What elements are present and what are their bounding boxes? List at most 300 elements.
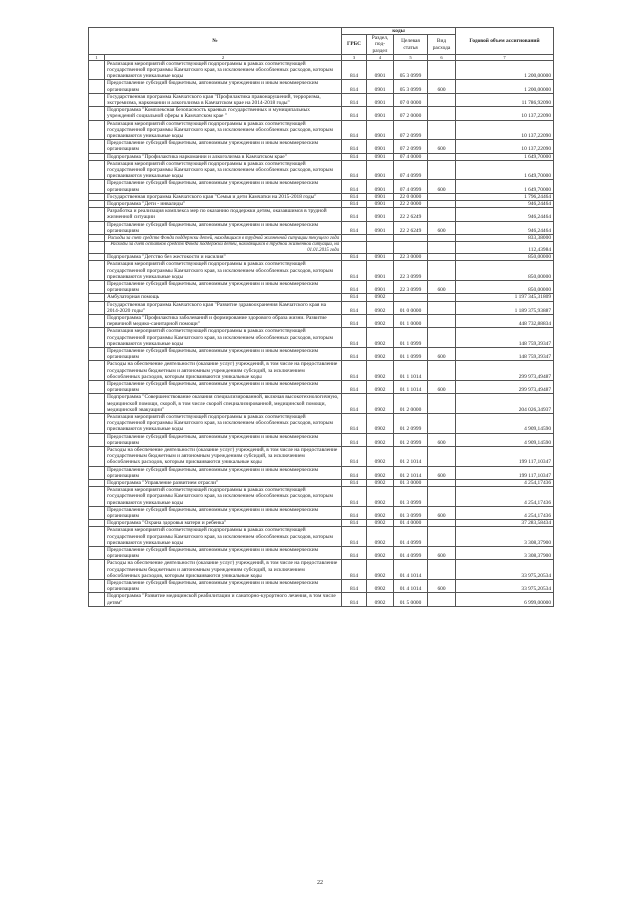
row-razdel: 0902 [367,294,394,301]
row-vr [428,527,456,547]
row-name: Реализация мероприятий соответствующей подпрограммы в рамках соответствующей государственной программы Камчатского края, за исключением обособленных расходов, которым присваиваются уникальные коды [105,120,342,140]
row-amount: 946,24464 [456,221,554,234]
row-csr: 01 3 0999 [394,487,428,507]
row-grbs: 814 [342,527,367,547]
row-grbs: 814 [342,394,367,414]
row-csr [394,235,428,242]
row-name: Государственная программа Камчатского края "Профилактика правонарушений, терроризма, экстремизма, наркомании и алкоголизма в Камчатском крае на 2014-2018 годы" [105,93,342,106]
row-index [89,361,105,381]
budget-table [88,27,554,607]
row-name: Разработка и реализация комплекса мер по оказанию поддержки детям, оказавшимся в трудной жизненной ситуации [105,208,342,221]
row-csr: 01 5 0000 [394,593,428,606]
header-index: 6 [428,54,456,60]
row-name: Реализация мероприятий соответствующей подпрограммы в рамках соответствующей государственной программы Камчатского края, за исключением обособленных расходов, которым присваиваются уникальные коды [105,413,342,433]
table-body [89,60,554,606]
table-row [89,480,554,487]
row-razdel [367,235,394,242]
row-grbs: 814 [342,547,367,560]
row-csr: 05 3 0999 [394,60,428,80]
row-index [89,380,105,393]
row-index [89,487,105,507]
row-vr [428,394,456,414]
row-index [89,140,105,153]
table-row [89,201,554,208]
row-vr: 600 [428,347,456,360]
row-csr: 01 4 0999 [394,547,428,560]
row-grbs: 814 [342,180,367,193]
table-row [89,347,554,360]
row-index [89,506,105,519]
row-razdel: 0902 [367,547,394,560]
row-csr: 01 1 1014 [394,380,428,393]
table-row [89,527,554,547]
row-vr: 600 [428,506,456,519]
row-grbs: 814 [342,80,367,93]
row-name: Реализация мероприятий соответствующей подпрограммы в рамках соответствующей государственной программы Камчатского края, за исключением обособленных расходов, которым присваиваются уникальные коды [105,487,342,507]
row-grbs: 814 [342,380,367,393]
row-name: Государственная программа Камчатского края "Семья и дети Камчатки на 2015-2018 годы" [105,193,342,200]
row-amount: 299 973,49487 [456,380,554,393]
row-grbs: 814 [342,201,367,208]
row-amount: 10 137,22090 [456,140,554,153]
budget-sheet [88,27,553,607]
row-name: Реализация мероприятий соответствующей подпрограммы в рамках соответствующей государственной программы Камчатского края, за исключением обособленных расходов, которым присваиваются уникальные коды [105,328,342,348]
row-grbs: 814 [342,193,367,200]
table-row [89,242,554,254]
row-amount: 4 909,14590 [456,413,554,433]
row-index [89,593,105,606]
header-codes-group: коды [342,28,456,35]
row-vr [428,413,456,433]
table-row [89,487,554,507]
row-razdel: 0902 [367,466,394,479]
row-razdel: 0902 [367,560,394,580]
row-name: Расходы за счет остатков средств Фонда поддержки детей, находящихся в трудной жизненной ситуации, на 01.01.2015 года [105,242,342,254]
row-vr: 600 [428,380,456,393]
row-grbs: 814 [342,580,367,593]
row-csr: 07 4 0999 [394,160,428,180]
row-vr [428,593,456,606]
row-razdel: 0901 [367,193,394,200]
table-row [89,301,554,314]
row-grbs: 814 [342,60,367,80]
row-index [89,294,105,301]
row-razdel: 0902 [367,380,394,393]
row-index [89,221,105,234]
row-name: Предоставление субсидий бюджетным, автономным учреждениям и иным некоммерческим организациям [105,80,342,93]
row-vr: 600 [428,280,456,293]
row-vr: 600 [428,547,456,560]
row-razdel: 0902 [367,480,394,487]
table-row [89,193,554,200]
row-razdel: 0901 [367,107,394,120]
table-row [89,560,554,580]
table-row [89,120,554,140]
row-vr [428,520,456,527]
row-csr: 22 2 6249 [394,208,428,221]
row-razdel: 0902 [367,394,394,414]
row-amount: 148 759,39347 [456,347,554,360]
row-index [89,93,105,106]
row-amount: 4 909,14590 [456,433,554,446]
row-razdel: 0901 [367,60,394,80]
row-csr: 01 1 0999 [394,347,428,360]
table-row [89,361,554,381]
table-row [89,235,554,242]
row-amount: 299 973,49487 [456,361,554,381]
row-amount: 10 137,22090 [456,120,554,140]
row-csr: 07 0 0000 [394,93,428,106]
row-csr: 22 2 6249 [394,221,428,234]
row-csr: 07 2 0999 [394,140,428,153]
row-amount: 11 786,92090 [456,93,554,106]
row-razdel: 0901 [367,120,394,140]
row-grbs: 814 [342,433,367,446]
row-vr [428,487,456,507]
row-csr: 01 2 1014 [394,447,428,467]
header-vr: Вид расхода [428,35,456,55]
header-index: 5 [394,54,428,60]
table-row [89,180,554,193]
row-razdel: 0902 [367,527,394,547]
row-name: Подпрограмма "Совершенствование оказания специализированной, включая высокотехнологичную, медицинской помощи, скорой, в том числе скорой специализированной, медицинской помощи, медицинской эвакуации" [105,394,342,414]
row-amount: 6 999,00000 [456,593,554,606]
row-grbs: 814 [342,140,367,153]
row-amount: 946,24464 [456,201,554,208]
table-row [89,520,554,527]
row-vr [428,361,456,381]
row-name: Предоставление субсидий бюджетным, автономным учреждениям и иным некоммерческим организациям [105,280,342,293]
header-index: 7 [456,54,554,60]
row-amount: 946,24464 [456,208,554,221]
row-csr [394,242,428,254]
row-amount: 4 254,17436 [456,506,554,519]
row-razdel: 0902 [367,447,394,467]
table-row [89,547,554,560]
row-name: Реализация мероприятий соответствующей подпрограммы в рамках соответствующей государственной программы Камчатского края, за исключением обособленных расходов, которым присваиваются уникальные коды [105,527,342,547]
row-razdel: 0902 [367,580,394,593]
header-number: № [89,28,342,55]
row-csr: 01 1 1014 [394,361,428,381]
row-vr [428,447,456,467]
row-razdel [367,242,394,254]
row-csr: 05 3 0999 [394,80,428,93]
row-vr: 600 [428,80,456,93]
row-csr: 01 2 0999 [394,433,428,446]
row-name: Подпрограмма "Развитие медицинской реабилитации и санаторно-курортного лечения, в том числе детям" [105,593,342,606]
row-vr [428,120,456,140]
row-amount: 1 649,70000 [456,180,554,193]
row-amount: 1 649,70000 [456,153,554,160]
row-grbs: 814 [342,520,367,527]
row-grbs: 814 [342,487,367,507]
row-name: Расходы на обеспечение деятельности (оказание услуг) учреждений, в том числе на предоставление государственным бюджетным и автономным учреждениям субсидий, за исключением обособленных расходов, которым присваиваются уникальные коды [105,560,342,580]
row-vr [428,480,456,487]
row-csr: 22 2 0000 [394,201,428,208]
table-row [89,506,554,519]
table-row [89,261,554,281]
row-vr [428,153,456,160]
row-amount: 33 975,20534 [456,560,554,580]
row-name: Подпрограмма "Охрана здоровья матери и ребенка" [105,520,342,527]
header-index: 2 [105,54,342,60]
row-name: Предоставление субсидий бюджетным, автономным учреждениям и иным некоммерческим организациям [105,221,342,234]
row-amount: 1 197 345,31809 [456,294,554,301]
row-name: Подпрограмма "Управление развитием отрасли" [105,480,342,487]
row-csr: 01 4 0000 [394,520,428,527]
header-razdel: Раздел, под-раздел [367,35,394,55]
row-vr [428,107,456,120]
row-vr [428,193,456,200]
row-grbs: 814 [342,153,367,160]
row-index [89,153,105,160]
row-csr: 07 4 0000 [394,153,428,160]
row-name: Предоставление субсидий бюджетным, автономным учреждениям и иным некоммерческим организациям [105,140,342,153]
row-index [89,466,105,479]
row-name: Подпрограмма "Дети - инвалиды" [105,201,342,208]
row-csr: 07 2 0000 [394,107,428,120]
row-index [89,180,105,193]
row-grbs: 814 [342,93,367,106]
header-volume: Годовой объем ассигнований [456,28,554,55]
row-vr: 600 [428,580,456,593]
table-row [89,314,554,327]
row-index [89,261,105,281]
row-vr: 600 [428,221,456,234]
row-amount: 199 117,10347 [456,466,554,479]
table-row [89,93,554,106]
row-csr: 01 3 0000 [394,480,428,487]
row-razdel: 0902 [367,328,394,348]
row-csr: 01 4 1014 [394,580,428,593]
row-csr: 22 3 0000 [394,254,428,261]
row-vr [428,261,456,281]
row-amount: 850,00000 [456,261,554,281]
table-row [89,80,554,93]
table-row [89,380,554,393]
row-vr [428,60,456,80]
table-row [89,394,554,414]
row-index [89,560,105,580]
row-amount: 33 975,20534 [456,580,554,593]
row-amount: 112,43984 [456,242,554,254]
row-razdel: 0901 [367,153,394,160]
row-index [89,480,105,487]
table-row [89,413,554,433]
row-index [89,280,105,293]
table-row [89,294,554,301]
row-index [89,520,105,527]
table-row [89,433,554,446]
row-grbs: 814 [342,208,367,221]
row-vr: 600 [428,433,456,446]
row-index [89,301,105,314]
row-vr: 600 [428,140,456,153]
row-index [89,107,105,120]
row-name: Подпрограмма "Профилактика заболеваний и формирование здорового образа жизни. Развитие первичной медико-санитарной помощи" [105,314,342,327]
row-index [89,314,105,327]
row-name: Предоставление субсидий бюджетным, автономным учреждениям и иным некоммерческим организациям [105,506,342,519]
row-grbs: 814 [342,593,367,606]
row-razdel: 0901 [367,93,394,106]
row-csr: 01 0 0000 [394,301,428,314]
row-grbs: 814 [342,221,367,234]
row-index [89,447,105,467]
row-csr: 01 1 0000 [394,314,428,327]
row-name: Расходы на обеспечение деятельности (оказание услуг) учреждений, в том числе на предоставление государственным бюджетным и автономным учреждениям субсидий, за исключением обособленных расходов, которым присваиваются уникальные коды [105,447,342,467]
row-name: Реализация мероприятий соответствующей подпрограммы в рамках соответствующей государственной программы Камчатского края, за исключением обособленных расходов, которым присваиваются уникальные коды [105,261,342,281]
row-grbs: 814 [342,361,367,381]
row-grbs: 814 [342,328,367,348]
row-name: Предоставление субсидий бюджетным, автономным учреждениям и иным некоммерческим организациям [105,180,342,193]
header-index: 1 [89,54,105,60]
row-amount: 833,38000 [456,235,554,242]
row-razdel: 0901 [367,208,394,221]
row-razdel: 0902 [367,433,394,446]
row-amount: 37 283,58434 [456,520,554,527]
row-csr: 01 4 1014 [394,560,428,580]
row-vr [428,301,456,314]
row-index [89,120,105,140]
row-amount: 1 649,70000 [456,160,554,180]
row-amount: 10 137,22090 [456,107,554,120]
row-csr: 01 1 0999 [394,328,428,348]
row-grbs: 814 [342,294,367,301]
table-row [89,280,554,293]
row-grbs: 814 [342,314,367,327]
row-grbs: 814 [342,413,367,433]
row-csr: 01 2 0000 [394,394,428,414]
row-index [89,527,105,547]
row-name: Предоставление субсидий бюджетным, автономным учреждениям и иным некоммерческим организациям [105,547,342,560]
row-index [89,254,105,261]
table-row [89,60,554,80]
row-vr [428,328,456,348]
row-index [89,328,105,348]
row-razdel: 0902 [367,347,394,360]
header-index: 3 [342,54,367,60]
table-row [89,160,554,180]
table-row [89,593,554,606]
row-name: Расходы на обеспечение деятельности (оказание услуг) учреждений, в том числе на предоставление государственным бюджетным и автономным учреждениям субсидий, за исключением обособленных расходов, которым присваиваются уникальные коды [105,361,342,381]
row-vr [428,201,456,208]
row-amount: 204 026,34937 [456,394,554,414]
row-index [89,394,105,414]
row-csr: 07 4 0999 [394,180,428,193]
row-amount: 4 254,17436 [456,487,554,507]
row-grbs: 814 [342,506,367,519]
row-vr: 600 [428,180,456,193]
row-name: Подпрограмма "Комплексная безопасность краевых государственных и муниципальных учреждений социальной сферы в Камчатском крае " [105,107,342,120]
row-razdel: 0901 [367,280,394,293]
table-header [89,28,554,61]
row-csr: 22 0 0000 [394,193,428,200]
row-vr [428,294,456,301]
row-amount: 448 732,88834 [456,314,554,327]
row-index [89,208,105,221]
row-index [89,547,105,560]
row-name: Подпрограмма "Детство без жестокости и насилия" [105,254,342,261]
row-razdel: 0901 [367,180,394,193]
row-amount: 1 796,24464 [456,193,554,200]
row-csr: 01 2 0999 [394,413,428,433]
row-index [89,242,105,254]
row-name: Предоставление субсидий бюджетным, автономным учреждениям и иным некоммерческим организациям [105,433,342,446]
row-grbs: 814 [342,160,367,180]
row-razdel: 0902 [367,361,394,381]
row-razdel: 0901 [367,254,394,261]
row-razdel: 0901 [367,160,394,180]
row-razdel: 0901 [367,201,394,208]
row-amount: 1 200,00000 [456,80,554,93]
row-grbs: 814 [342,347,367,360]
row-grbs [342,235,367,242]
row-index [89,201,105,208]
row-name: Предоставление субсидий бюджетным, автономным учреждениям и иным некоммерческим организациям [105,380,342,393]
row-razdel: 0901 [367,261,394,281]
row-razdel: 0902 [367,506,394,519]
row-razdel: 0902 [367,520,394,527]
row-amount: 1 189 375,93887 [456,301,554,314]
row-amount: 4 254,17436 [456,480,554,487]
row-name: Государственная программа Камчатского края "Развитие здравоохранения Камчатского края на 2014-2020 годы" [105,301,342,314]
row-razdel: 0902 [367,487,394,507]
table-row [89,221,554,234]
row-grbs: 814 [342,560,367,580]
row-amount: 3 308,37900 [456,547,554,560]
row-csr: 01 4 0999 [394,527,428,547]
row-amount: 850,00000 [456,254,554,261]
row-csr: 07 2 0999 [394,120,428,140]
row-csr: 01 2 1014 [394,466,428,479]
row-razdel: 0901 [367,140,394,153]
page-number: 22 [317,880,323,886]
row-razdel: 0902 [367,593,394,606]
row-grbs: 814 [342,254,367,261]
table-row [89,466,554,479]
row-vr [428,254,456,261]
row-name: Амбулаторная помощь [105,294,342,301]
header-index: 4 [367,54,394,60]
row-grbs: 814 [342,261,367,281]
row-index [89,235,105,242]
row-vr [428,208,456,221]
row-amount: 199 117,10347 [456,447,554,467]
row-name: Подпрограмма "Профилактика наркомании и алкоголизма в Камчатском крае" [105,153,342,160]
row-vr: 600 [428,466,456,479]
row-grbs: 814 [342,447,367,467]
row-index [89,347,105,360]
row-vr [428,560,456,580]
table-row [89,447,554,467]
table-row [89,208,554,221]
row-grbs [342,242,367,254]
row-razdel: 0901 [367,221,394,234]
row-name: Реализация мероприятий соответствующей подпрограммы в рамках соответствующей государственной программы Камчатского края, за исключением обособленных расходов, которым присваиваются уникальные коды [105,160,342,180]
row-csr: 22 3 0999 [394,280,428,293]
table-row [89,153,554,160]
table-row [89,254,554,261]
row-index [89,160,105,180]
row-amount: 850,00000 [456,280,554,293]
row-vr [428,235,456,242]
row-razdel: 0902 [367,301,394,314]
row-grbs: 814 [342,107,367,120]
table-row [89,140,554,153]
row-razdel: 0901 [367,80,394,93]
row-index [89,413,105,433]
row-grbs: 814 [342,120,367,140]
